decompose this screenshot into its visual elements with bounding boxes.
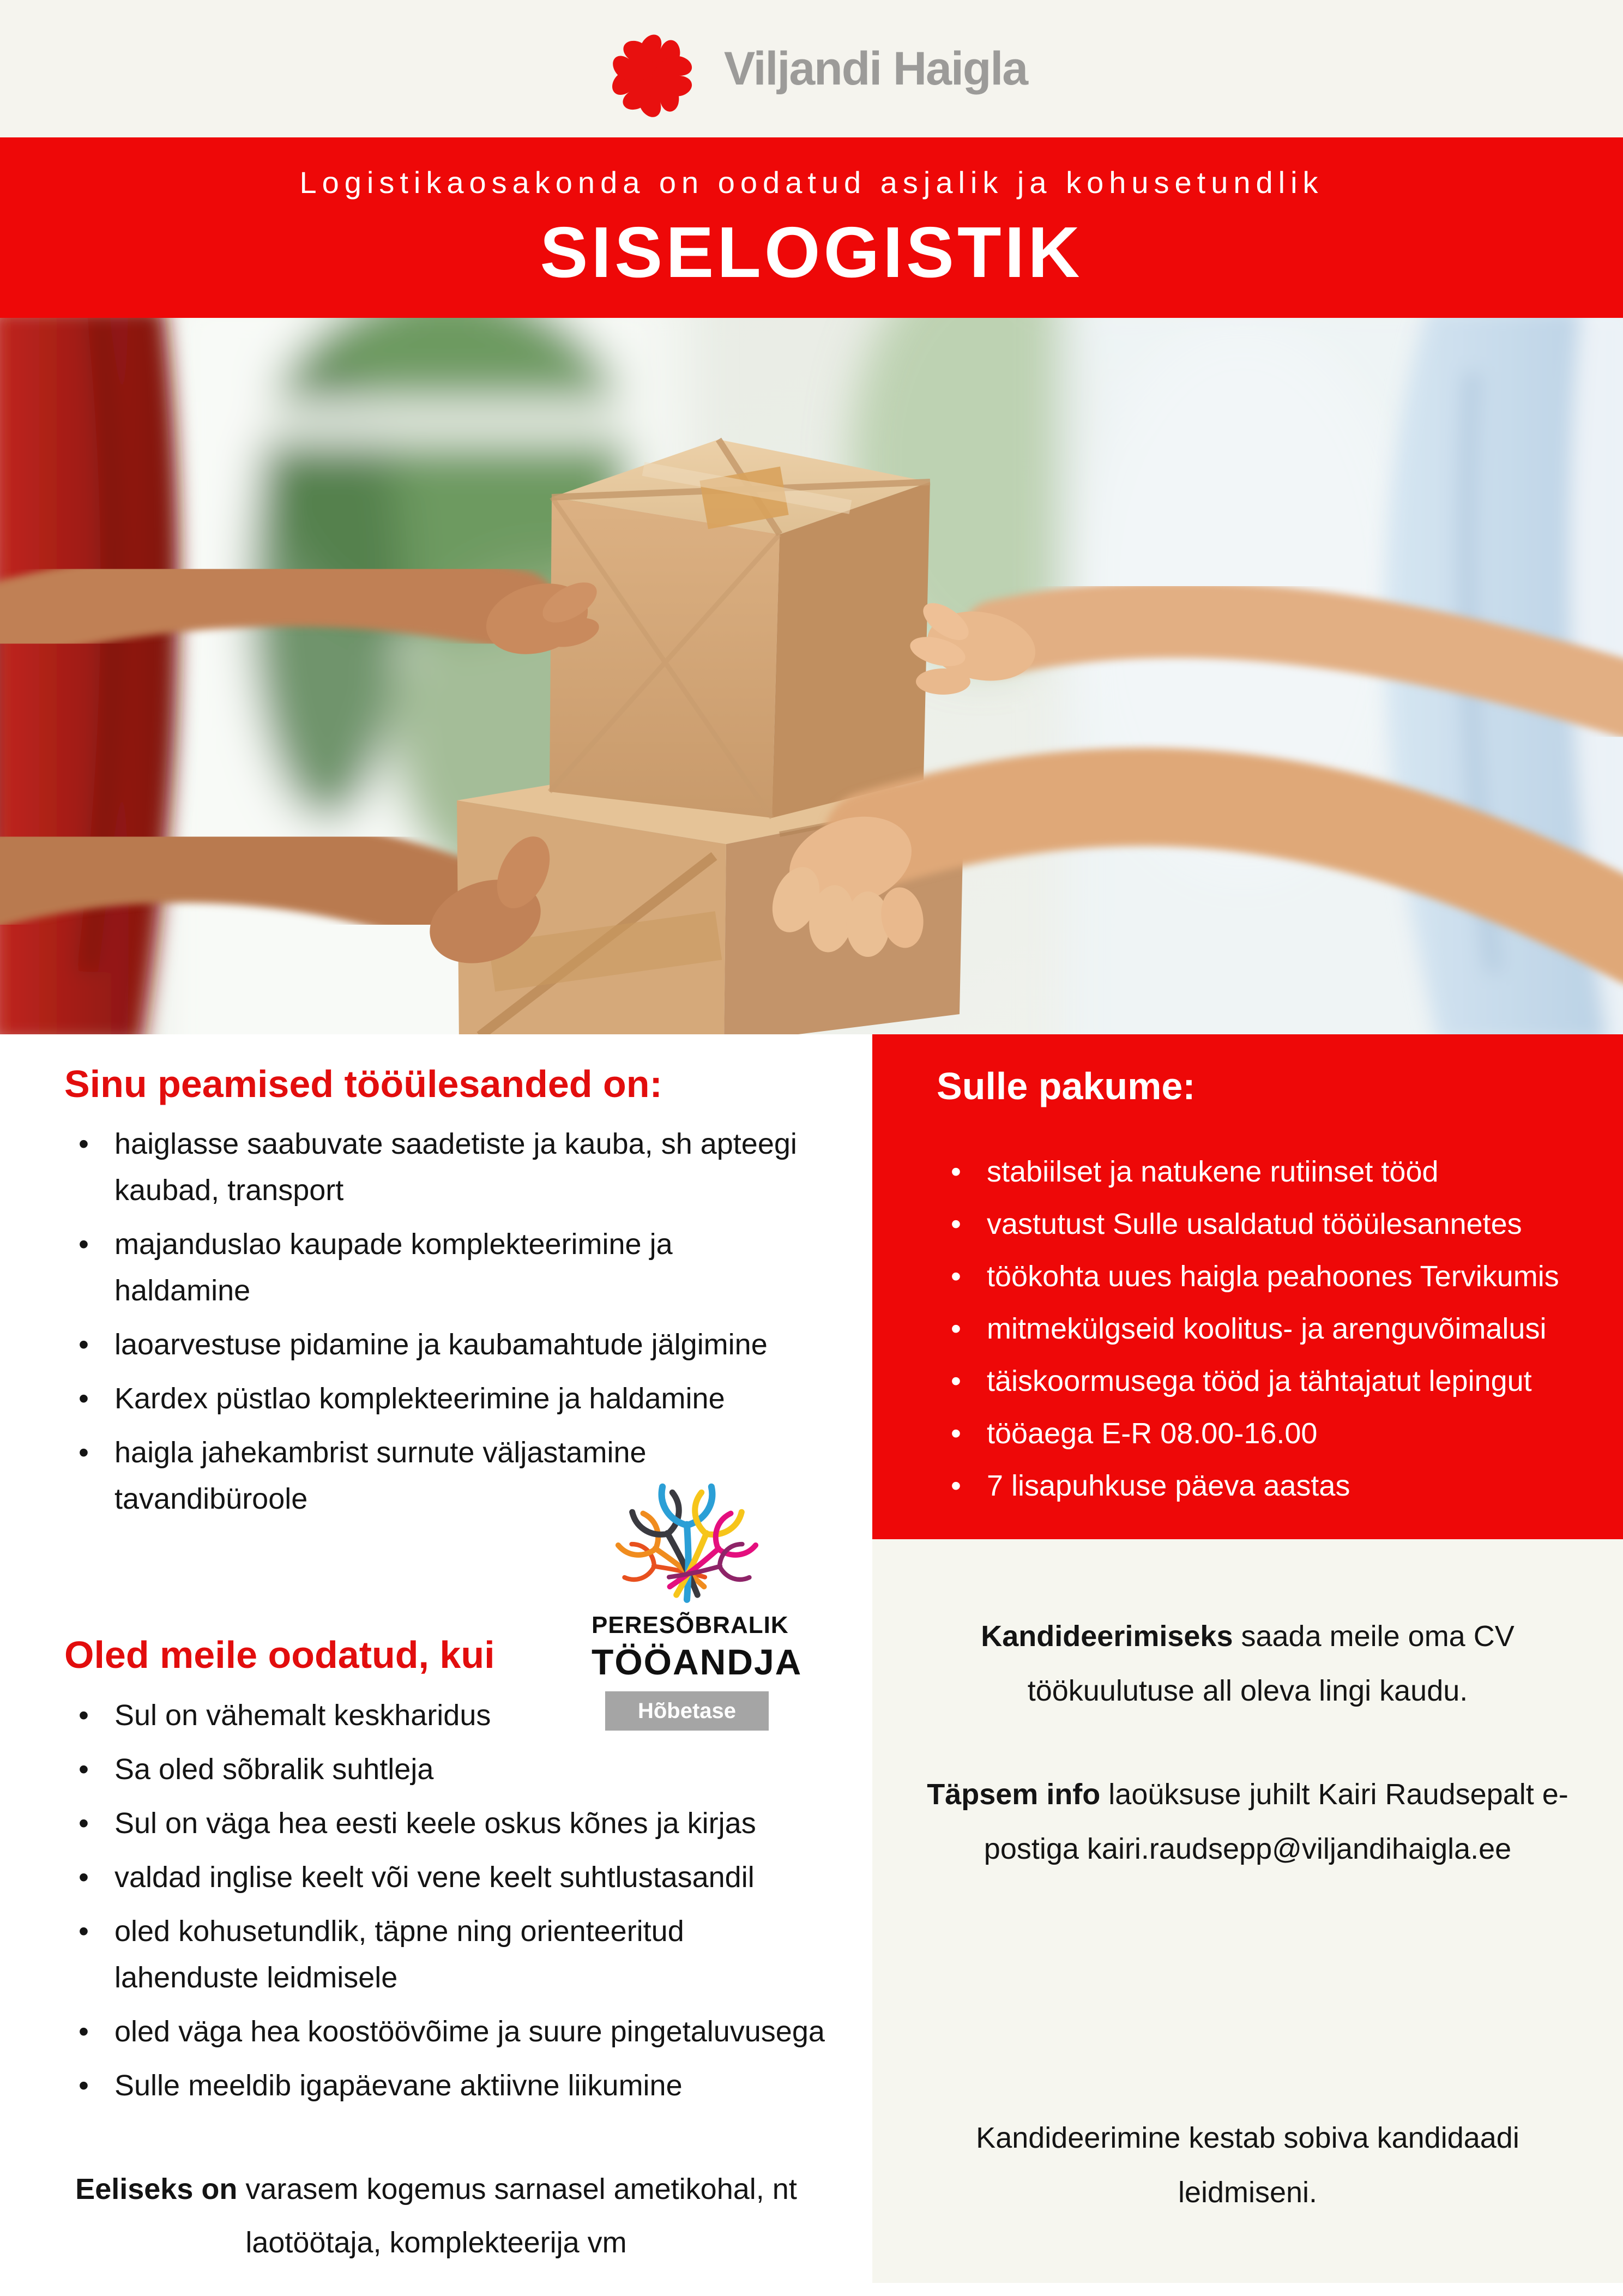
badge-level: Hõbetase <box>605 1691 769 1731</box>
logo-text: Viljandi Haigla <box>723 42 1028 95</box>
task-item: • laoarvestuse pidamine ja kaubamahtude jälgimine <box>64 1322 860 1368</box>
task-item: • haigla jahekambrist surnute väljastamine tavandibüroole <box>64 1430 758 1522</box>
banner-subtitle: Logistikaosakonda on oodatud asjalik ja kohusetundlik <box>299 165 1324 200</box>
job-title: SISELOGISTIK <box>540 212 1083 292</box>
offer-list <box>872 1149 1623 1509</box>
offer-item: • täiskoormusega tööd ja tähtajatut lepingut <box>937 1358 1601 1404</box>
contact-lead: Täpsem info <box>927 1778 1101 1811</box>
offer-item: • mitmekülgseid koolitus- ja arenguvõimalusi <box>937 1306 1601 1352</box>
welcome-heading: Oled meile oodatud, kui <box>64 1634 495 1676</box>
advantage-text: varasem kogemus sarnasel ametikohal, nt laotöötaja, komplekteerija vm <box>237 2173 797 2259</box>
apply-instructions <box>959 1609 1537 1718</box>
welcome-list <box>64 1692 871 2117</box>
header <box>0 0 1623 137</box>
apply-lead: Kandideerimiseks <box>981 1620 1233 1653</box>
advantage-note <box>33 2162 840 2269</box>
apply-text: saada meile oma CV töökuulutuse all oleva lingi kaudu. <box>1027 1620 1515 1707</box>
contact-email: kairi.raudsepp@viljandihaigla.ee <box>1087 1833 1512 1865</box>
task-item: • majanduslao kaupade komplekteerimine ja haldamine <box>64 1221 758 1314</box>
deadline-note: Kandideerimine kestab sobiva kandidaadi leidmiseni. <box>976 2122 1519 2209</box>
badge-line2: TÖÖANDJA <box>592 1642 803 1682</box>
welcome-item: • Sul on vähemalt keskharidus <box>64 1692 871 1739</box>
contact-text: laoüksuse juhilt Kairi Raudsepalt e-postiga <box>984 1778 1568 1865</box>
offer-item: • 7 lisapuhkuse päeva aastas <box>937 1463 1601 1509</box>
apply-box <box>872 1539 1623 2283</box>
welcome-item: • oled kohusetundlik, täpne ning orienteeritud lahenduste leidmisele <box>64 1908 812 2001</box>
welcome-item: • Sulle meeldib igapäevane aktiivne liikumine <box>64 2063 871 2109</box>
photo-illustration <box>0 318 1623 1034</box>
offer-item: • vastutust Sulle usaldatud tööülesannetes <box>937 1201 1601 1247</box>
offer-heading: Sulle pakume: <box>937 1065 1196 1107</box>
photo-parcel-handover <box>0 318 1623 1034</box>
offer-box <box>872 1034 1623 1539</box>
task-item: • haiglasse saabuvate saadetiste ja kauba, sh apteegi kaubad, transport <box>64 1121 860 1214</box>
welcome-item: • valdad inglise keelt või vene keelt suhtlustasandil <box>64 1854 871 1901</box>
viljandi-haigla-flower-icon <box>596 13 708 125</box>
offer-item: • stabiilset ja natukene rutiinset tööd <box>937 1149 1601 1195</box>
offer-item: • tööaega E-R 08.00-16.00 <box>937 1411 1601 1456</box>
title-banner <box>0 137 1623 318</box>
welcome-item: • oled väga hea koostöövõime ja suure pingetaluvusega <box>64 2009 871 2055</box>
tasks-heading: Sinu peamised tööülesanded on: <box>64 1063 662 1105</box>
welcome-item: • Sa oled sõbralik suhtleja <box>64 1746 871 1793</box>
badge-line1: PERESÕBRALIK <box>592 1612 789 1638</box>
offer-item: • töökohta uues haigla peahoones Tervikumis <box>937 1254 1601 1299</box>
people-tree-icon <box>597 1445 777 1608</box>
advantage-lead: Eeliseks on <box>75 2173 238 2205</box>
welcome-item: • Sul on väga hea eesti keele oskus kõnes ja kirjas <box>64 1800 871 1847</box>
family-friendly-employer-badge <box>592 1445 803 1731</box>
contact-info <box>902 1767 1594 1876</box>
task-item: • Kardex püstlao komplekteerimine ja haldamine <box>64 1376 860 1422</box>
